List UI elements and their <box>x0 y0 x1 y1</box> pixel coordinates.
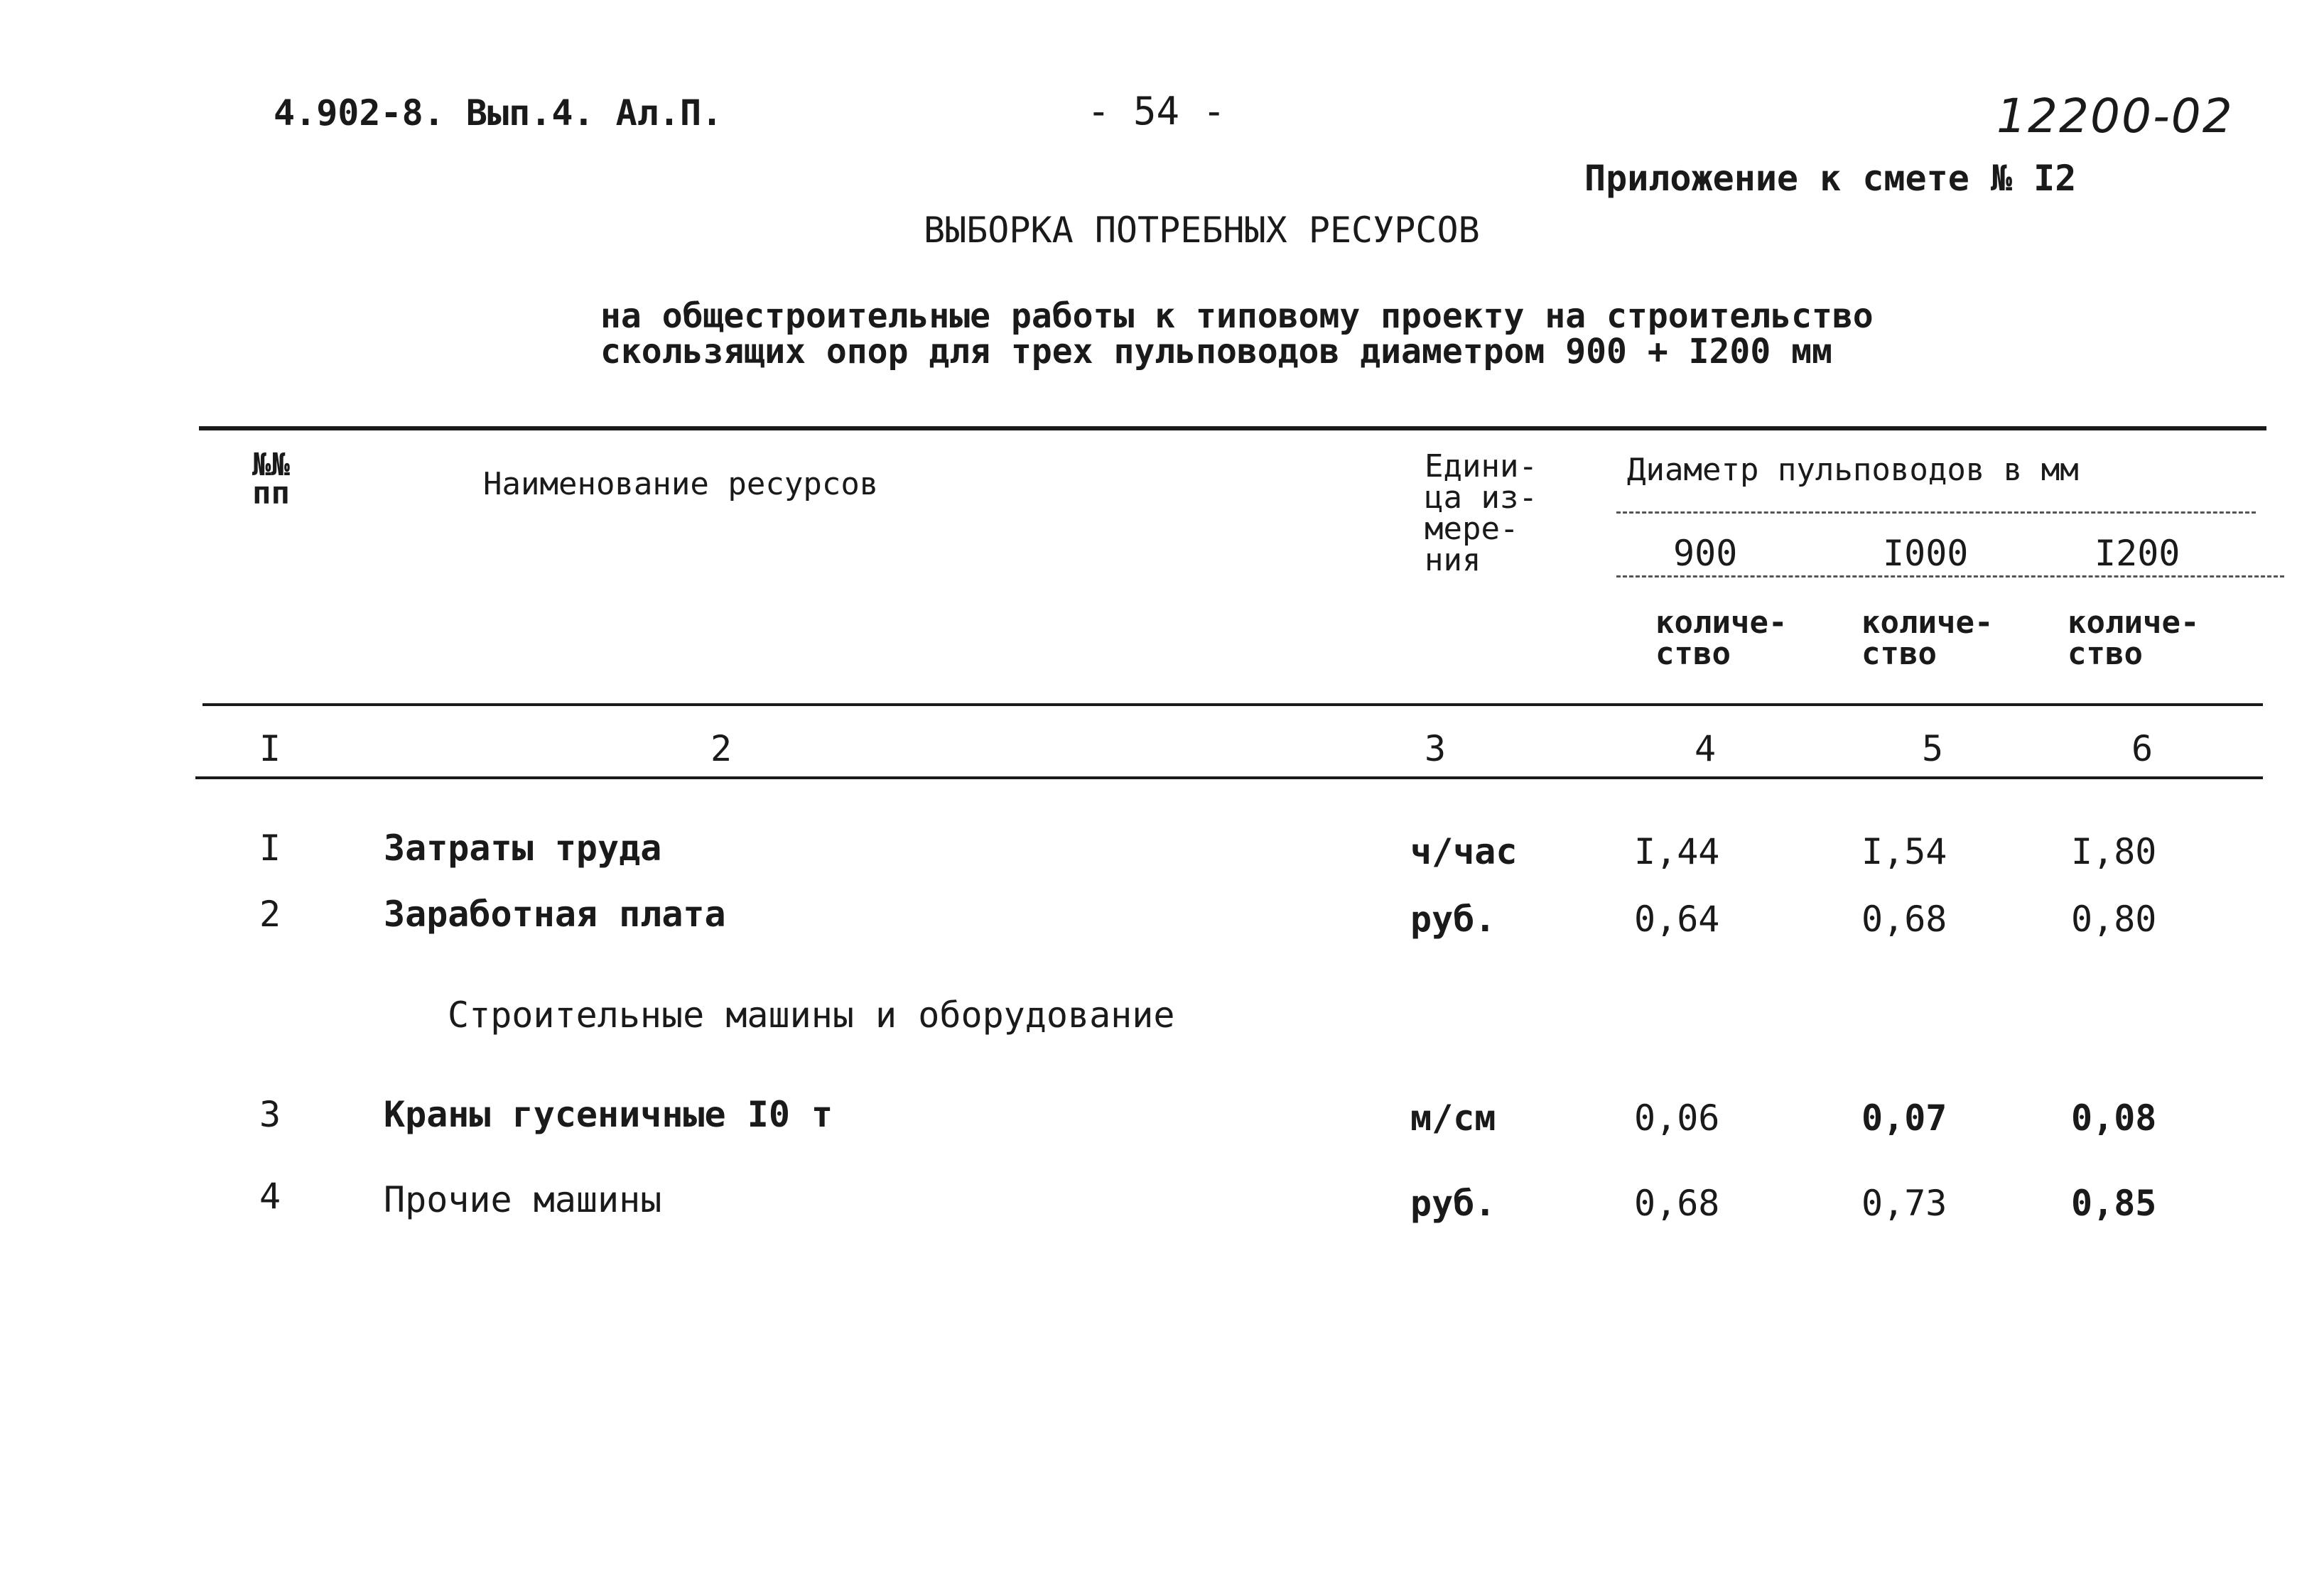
header-quantity-1200-line-1: количе- <box>2068 604 2200 641</box>
row-3-number: 3 <box>259 1094 281 1135</box>
row-3-value-1000: 0,07 <box>1861 1097 1947 1139</box>
header-diameter: Диаметр пульповодов в мм <box>1627 452 2079 488</box>
column-number-3: 3 <box>1425 728 1447 769</box>
document-reference: 4.902-8. Вып.4. Ал.П. <box>274 92 723 134</box>
row-4-value-1000: 0,73 <box>1861 1183 1947 1224</box>
column-number-6: 6 <box>2131 728 2153 769</box>
row-3-unit: м/см <box>1410 1097 1496 1139</box>
header-unit-line-2: ца из- <box>1425 479 1537 516</box>
header-quantity-900-line-1: количе- <box>1655 604 1788 641</box>
column-number-1: I <box>259 728 281 769</box>
row-2-value-1200: 0,80 <box>2071 899 2157 940</box>
row-4-value-900: 0,68 <box>1634 1183 1720 1224</box>
row-1-value-1200: I,80 <box>2071 831 2157 872</box>
table-top-rule <box>199 426 2266 430</box>
header-quantity-1000-line-1: количе- <box>1861 604 1994 641</box>
appendix-label: Приложение к смете № I2 <box>1584 158 2077 199</box>
row-1-value-1000: I,54 <box>1861 831 1947 872</box>
header-diameter-1000: I000 <box>1883 533 1969 574</box>
subtitle-line-2: скользящих опор для трех пульповодов диаметром 900 + I200 мм <box>600 332 1832 372</box>
column-number-5: 5 <box>1922 728 1944 769</box>
header-resource-name: Наименование ресурсов <box>483 466 879 502</box>
row-2-value-1000: 0,68 <box>1861 899 1947 940</box>
row-2-number: 2 <box>259 894 281 935</box>
header-bottom-rule <box>202 703 2263 706</box>
header-quantity-900-line-2: ство <box>1655 636 1731 672</box>
row-2-name: Заработная плата <box>384 894 726 935</box>
row-4-value-1200: 0,85 <box>2071 1183 2157 1224</box>
subtitle-line-1: на общестроительные работы к типовому проекту на строительство <box>600 296 1874 336</box>
header-unit-line-3: мере- <box>1425 511 1519 547</box>
section-header: Строительные машины и оборудование <box>448 994 1175 1036</box>
column-number-2: 2 <box>710 728 733 769</box>
header-quantity-1000 <box>1861 604 1994 672</box>
header-diameter-900: 900 <box>1673 533 1738 574</box>
page-number: - 54 - <box>1087 89 1226 134</box>
column-numbers-rule <box>195 776 2263 779</box>
header-quantity-1200 <box>2068 604 2200 672</box>
header-unit <box>1425 448 1537 578</box>
row-3-value-1200: 0,08 <box>2071 1097 2157 1139</box>
header-row-number: №№ пп <box>252 447 290 511</box>
row-1-name: Затраты труда <box>384 828 662 869</box>
header-quantity-900 <box>1655 604 1788 672</box>
row-4-unit: руб. <box>1410 1183 1496 1224</box>
row-2-unit: руб. <box>1410 899 1496 940</box>
header-quantity-1000-line-2: ство <box>1861 636 1937 672</box>
row-4-number: 4 <box>259 1176 281 1217</box>
diameter-values-rule <box>1616 575 2284 578</box>
header-diameter-1200: I200 <box>2095 533 2180 574</box>
row-4-name: Прочие машины <box>384 1179 662 1220</box>
row-2-value-900: 0,64 <box>1634 899 1720 940</box>
header-quantity-1200-line-2: ство <box>2068 636 2143 672</box>
row-3-value-900: 0,06 <box>1634 1097 1720 1139</box>
page-title: ВЫБОРКА ПОТРЕБНЫХ РЕСУРСОВ <box>924 210 1480 251</box>
row-1-unit: ч/час <box>1410 831 1518 872</box>
page-subtitle <box>600 296 1874 372</box>
row-1-value-900: I,44 <box>1634 831 1720 872</box>
header-unit-line-4: ния <box>1425 542 1481 578</box>
document-code: 12200-02 <box>1996 89 2234 143</box>
diameter-subheader-rule <box>1616 511 2256 514</box>
row-3-name: Краны гусеничные I0 т <box>384 1094 833 1135</box>
column-number-4: 4 <box>1695 728 1717 769</box>
row-1-number: I <box>259 828 281 869</box>
header-unit-line-1: Едини- <box>1425 448 1537 484</box>
